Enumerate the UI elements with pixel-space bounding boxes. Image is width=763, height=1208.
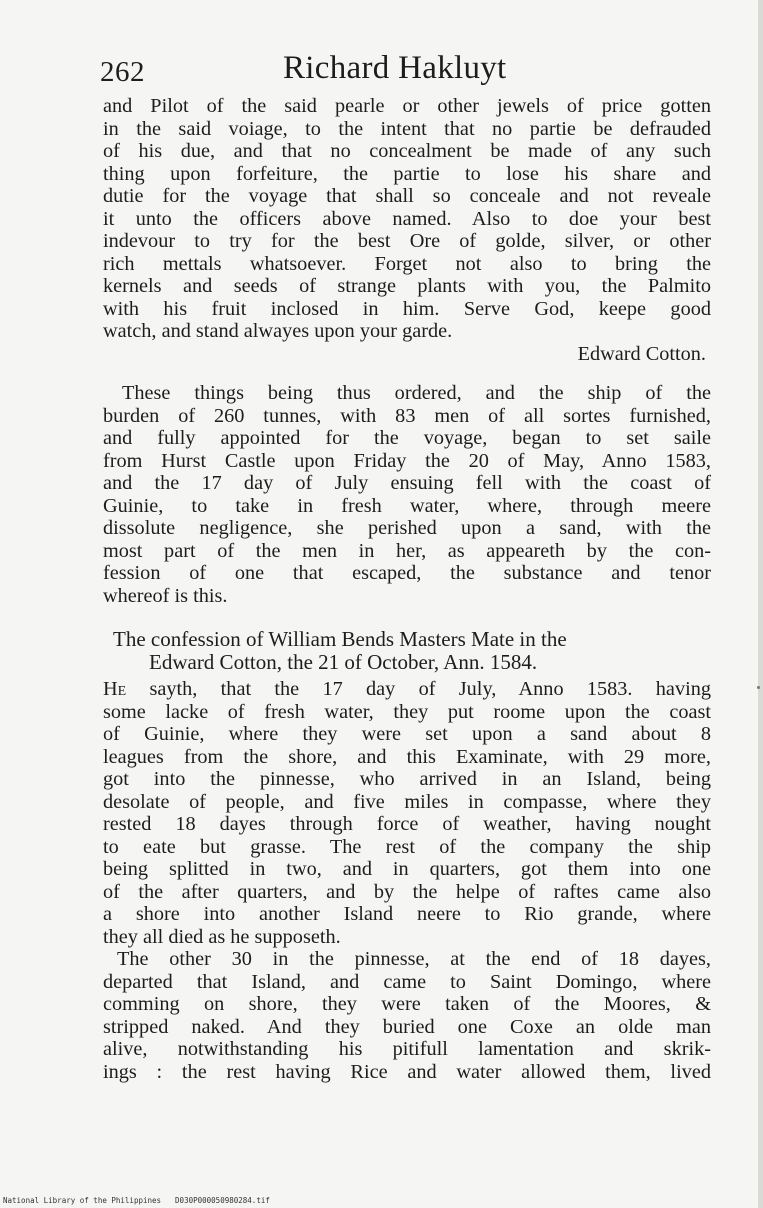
text-line: being splitted in two, and in quarters, got them into one: [103, 858, 711, 880]
text-line: desolate of people, and five miles in compasse, where they: [103, 790, 711, 813]
scan-speck: [757, 686, 760, 689]
paragraph-instructions: [103, 95, 711, 365]
page-header: [100, 50, 720, 94]
text-line: dutie for the voyage that shall so conceale and not reveale: [103, 185, 711, 207]
text-line: rested 18 dayes through force of weather, having nought: [103, 813, 711, 835]
text-line: The other 30 in the pinnesse, at the end of 18 dayes,: [117, 948, 711, 970]
text-line: ings : the rest having Rice and water allowed them, lived: [103, 1060, 711, 1083]
text-line: [103, 678, 711, 701]
text-line: of his due, and that no concealment be made of any such: [103, 140, 711, 162]
paragraph-confession: [103, 678, 711, 948]
paragraph-voyage: [103, 382, 711, 607]
text-line: with his fruit inclosed in him. Serve God, keepe good: [103, 297, 711, 320]
text-line: alive, notwithstanding his pitifull lamentation and skrik-: [103, 1038, 711, 1060]
text-line: watch, and stand alwayes upon your garde.: [103, 320, 453, 342]
text-line: to eate but grasse. The rest of the company the ship: [103, 835, 711, 858]
text-line: got into the pinnesse, who arrived in an Island, being: [103, 768, 711, 790]
text-line: These things being thus ordered, and the ship of the: [122, 382, 711, 404]
body-text: [103, 95, 711, 1083]
text-line-rest: sayth, that the 17 day of July, Anno 1583. having: [126, 678, 711, 700]
text-line: it unto the officers above named. Also to doe your best: [103, 207, 711, 230]
text-line: burden of 260 tunnes, with 83 men of all sortes furnished,: [103, 404, 711, 427]
section-heading-line: Edward Cotton, the 21 of October, Ann. 1584.: [149, 650, 538, 674]
page-number: 262: [100, 56, 145, 88]
file-id: D030P000050980284.tif: [175, 1196, 270, 1205]
text-line: of the after quarters, and by the helpe of raftes came also: [103, 880, 711, 903]
running-head: Richard Hakluyt: [283, 50, 507, 86]
text-line: indevour to try for the best Ore of golde, silver, or other: [103, 230, 711, 252]
scan-footer: [3, 1196, 270, 1205]
text-line: and Pilot of the said pearle or other jewels of price gotten: [103, 95, 711, 117]
paragraph-pinnesse: [103, 948, 711, 1083]
text-line: they all died as he supposeth.: [103, 925, 341, 948]
text-line: leagues from the shore, and this Examinate, with 29 more,: [103, 745, 711, 768]
text-line: most part of the men in her, as appeareth by the con-: [103, 539, 711, 562]
text-line: and the 17 day of July ensuing fell with the coast of: [103, 472, 711, 494]
text-line: of Guinie, where they were set upon a sand about 8: [103, 723, 711, 745]
text-line: departed that Island, and came to Saint Domingo, where: [103, 970, 711, 993]
text-line: comming on shore, they were taken of the Moores, &: [103, 993, 711, 1015]
library-name: National Library of the Philippines: [3, 1196, 162, 1205]
text-line: thing upon forfeiture, the partie to lose his share and: [103, 162, 711, 185]
text-line: dissolute negligence, she perished upon a sand, with the: [103, 517, 711, 539]
text-line: in the said voiage, to the intent that no partie be defrauded: [103, 117, 711, 140]
section-heading: [103, 628, 711, 674]
drop-initial: He: [103, 678, 127, 700]
text-line: fession of one that escaped, the substance and tenor: [103, 562, 711, 584]
text-line: stripped naked. And they buried one Coxe an olde man: [103, 1015, 711, 1038]
signature: Edward Cotton.: [577, 342, 706, 365]
text-line: Guinie, to take in fresh water, where, through meere: [103, 494, 711, 517]
text-line: some lacke of fresh water, they put roome upon the coast: [103, 700, 711, 723]
page-edge-shadow: [758, 0, 763, 1208]
text-line: from Hurst Castle upon Friday the 20 of May, Anno 1583,: [103, 449, 711, 472]
text-line: and fully appointed for the voyage, began to set saile: [103, 427, 711, 449]
text-line: kernels and seeds of strange plants with you, the Palmito: [103, 275, 711, 297]
text-line: whereof is this.: [103, 584, 228, 607]
text-line: a shore into another Island neere to Rio grande, where: [103, 903, 711, 925]
section-heading-line: The confession of William Bends Masters Mate in the: [113, 627, 567, 651]
text-line: rich mettals whatsoever. Forget not also to bring the: [103, 252, 711, 275]
